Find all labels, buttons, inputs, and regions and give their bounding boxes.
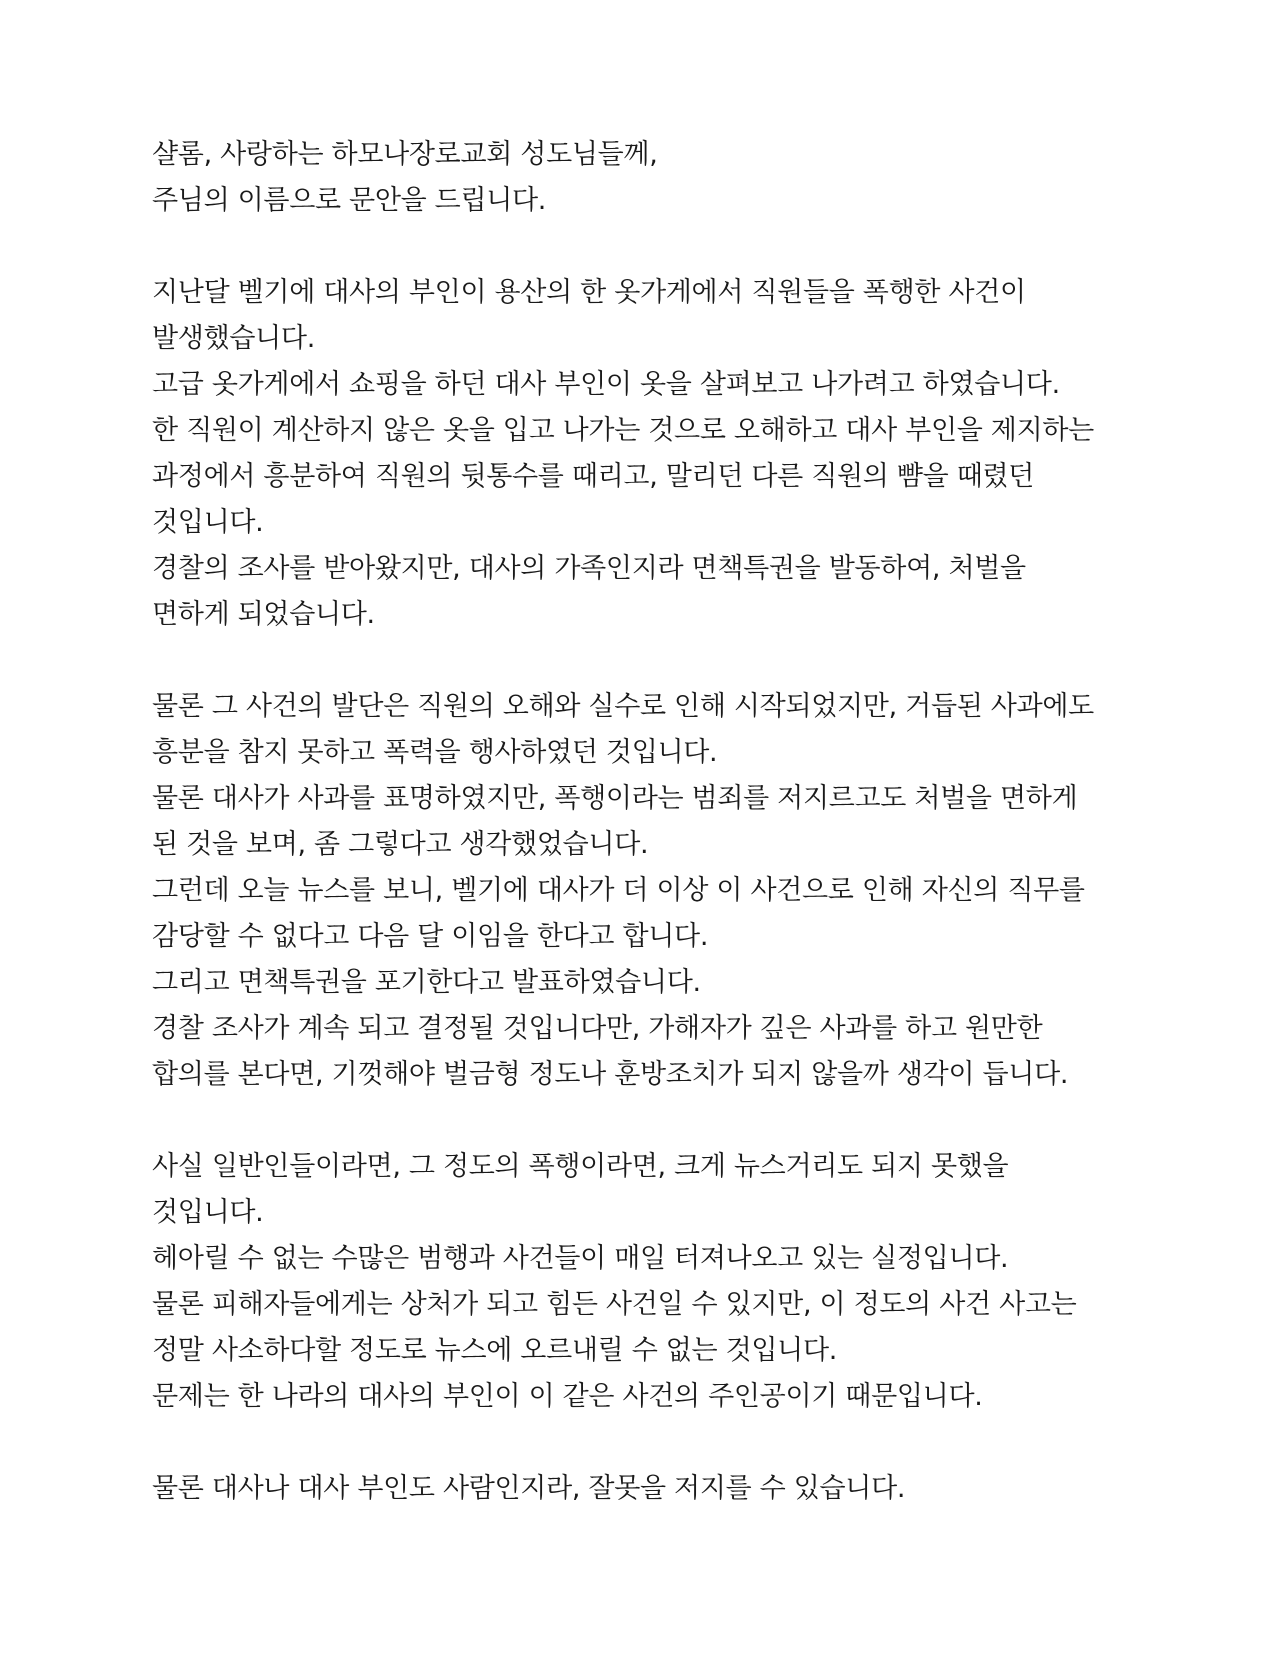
paragraph-greeting xyxy=(152,132,1152,224)
text-line: 한 직원이 계산하지 않은 옷을 입고 나가는 것으로 오해하고 대사 부인을 제지하는 xyxy=(152,415,1094,446)
text-line: 샬롬, 사랑하는 하모나장로교회 성도님들께, xyxy=(152,139,658,170)
paragraph-closing xyxy=(152,1466,1152,1512)
text-line: 그리고 면책특권을 포기한다고 발표하였습니다. xyxy=(152,967,701,998)
text-line: 경찰 조사가 계속 되고 결정될 것입니다만, 가해자가 깊은 사과를 하고 원만한 xyxy=(152,1013,1043,1044)
text-line: 물론 대사나 대사 부인도 사람인지라, 잘못을 저지를 수 있습니다. xyxy=(152,1473,906,1504)
paragraph-incident xyxy=(152,270,1152,638)
text-line: 것입니다. xyxy=(152,1197,264,1228)
text-line: 물론 그 사건의 발단은 직원의 오해와 실수로 인해 시작되었지만, 거듭된 사과에도 xyxy=(152,691,1094,722)
text-line: 과정에서 흥분하여 직원의 뒷통수를 때리고, 말리던 다른 직원의 뺨을 때렸던 xyxy=(152,461,1035,492)
text-line: 주님의 이름으로 문안을 드립니다. xyxy=(152,185,547,216)
text-line: 물론 피해자들에게는 상처가 되고 힘든 사건일 수 있지만, 이 정도의 사건 사고는 xyxy=(152,1289,1077,1320)
text-line: 감당할 수 없다고 다음 달 이임을 한다고 합니다. xyxy=(152,921,709,952)
text-line: 헤아릴 수 없는 수많은 범행과 사건들이 매일 터져나오고 있는 실정입니다. xyxy=(152,1243,1009,1274)
text-line: 것입니다. xyxy=(152,507,264,538)
letter-body xyxy=(152,132,1152,1558)
text-line: 합의를 본다면, 기껏해야 벌금형 정도나 훈방조치가 되지 않을까 생각이 듭니다. xyxy=(152,1059,1069,1090)
text-line: 된 것을 보며, 좀 그렇다고 생각했었습니다. xyxy=(152,829,649,860)
text-line: 흥분을 참지 못하고 폭력을 행사하였던 것입니다. xyxy=(152,737,718,768)
paragraph-reflection xyxy=(152,684,1152,1098)
text-line: 발생했습니다. xyxy=(152,323,315,354)
text-line: 그런데 오늘 뉴스를 보니, 벨기에 대사가 더 이상 이 사건으로 인해 자신의 직무를 xyxy=(152,875,1085,906)
text-line: 지난달 벨기에 대사의 부인이 용산의 한 옷가게에서 직원들을 폭행한 사건이 xyxy=(152,277,1026,308)
text-line: 문제는 한 나라의 대사의 부인이 이 같은 사건의 주인공이기 때문입니다. xyxy=(152,1381,983,1412)
paragraph-context xyxy=(152,1144,1152,1420)
text-line: 물론 대사가 사과를 표명하였지만, 폭행이라는 범죄를 저지르고도 처벌을 면하게 xyxy=(152,783,1078,814)
text-line: 정말 사소하다할 정도로 뉴스에 오르내릴 수 없는 것입니다. xyxy=(152,1335,838,1366)
text-line: 고급 옷가게에서 쇼핑을 하던 대사 부인이 옷을 살펴보고 나가려고 하였습니다. xyxy=(152,369,1060,400)
text-line: 면하게 되었습니다. xyxy=(152,599,375,630)
text-line: 경찰의 조사를 받아왔지만, 대사의 가족인지라 면책특권을 발동하여, 처벌을 xyxy=(152,553,1026,584)
text-line: 사실 일반인들이라면, 그 정도의 폭행이라면, 크게 뉴스거리도 되지 못했을 xyxy=(152,1151,1009,1182)
